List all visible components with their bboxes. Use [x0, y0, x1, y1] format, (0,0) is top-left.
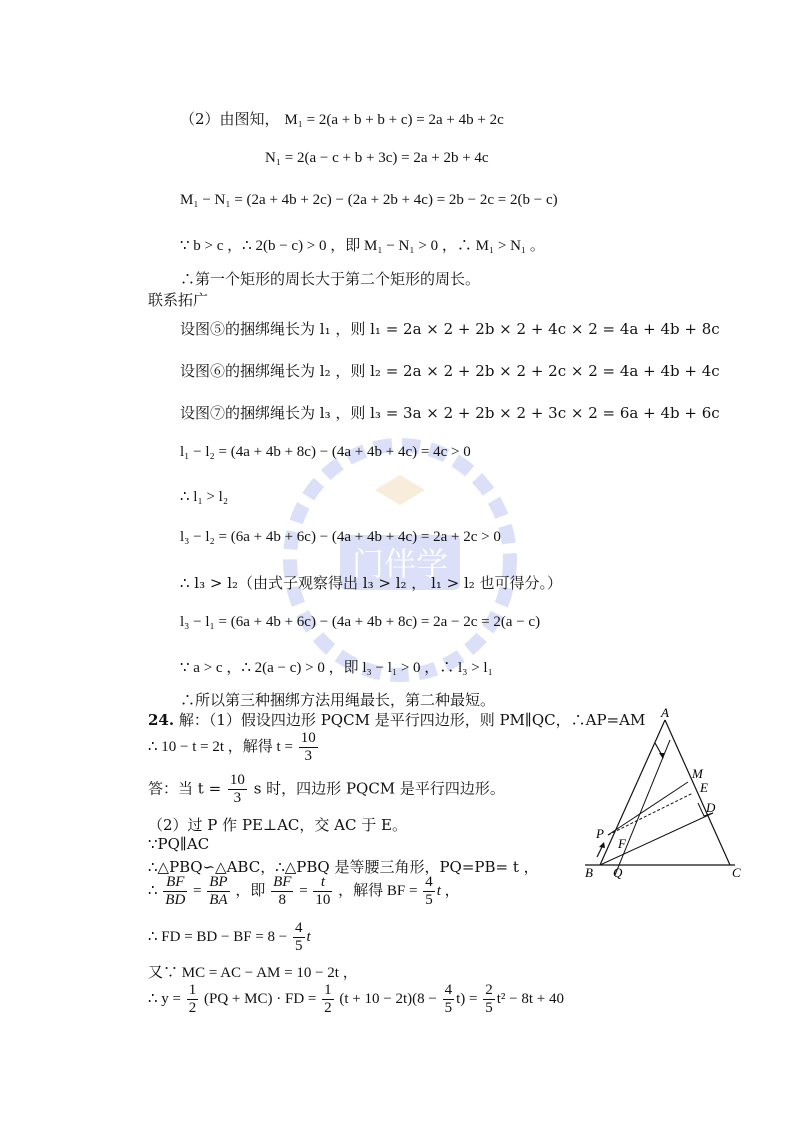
label-m: M — [692, 766, 703, 781]
label-c: C — [732, 865, 741, 880]
part2-since: ∵ b > c ，∴ 2(b − c) > 0 ，即 M₁ − N₁ > 0 ，∴ M₁ > N₁ 。 — [180, 238, 545, 254]
extension-l3: 设图⑦的捆绑绳长为 l₃ ，则 l₃ = 3a × 2 + 2b × 2 + 3c × 2 = 6a + 4b + 6c — [180, 404, 720, 422]
side-ab — [600, 720, 665, 865]
four-fifths: $\frac{4}{5}$ — [425, 874, 433, 908]
half-2: $\frac{1}{2}$ — [324, 982, 332, 1016]
extension-d31: l₃ − l₁ = (6a + 4b + 6c) − (4a + 4b + 8c) = 2a − 2c = 2(a − c) — [180, 614, 541, 630]
q24-fd: ∴ FD = BD − BF = 8 − $\frac{4}{5}$ t — [148, 920, 311, 954]
y-four-fifths: $\frac{4}{5}$ — [444, 982, 453, 1016]
line-pe — [608, 793, 693, 835]
extension-l1: 设图⑤的捆绑绳长为 l₁ ，则 l₁ = 2a × 2 + 2b × 2 + 4c × 2 = 4a + 4b + 8c — [180, 320, 720, 338]
answer-post: s 时，四边形 PQCM 是平行四边形。 — [253, 779, 505, 798]
arrow-bp-head — [599, 842, 605, 848]
q24-p2: （2）过 P 作 PE⊥AC，交 AC 于 E。 — [148, 816, 407, 834]
label-a: A — [661, 705, 669, 720]
line-pm — [608, 782, 688, 835]
extension-c32: ∴ l₃ > l₂（由式子观察得出 l₃ > l₂ ， l₁ > l₂ 也可得分。） — [180, 574, 563, 592]
arrow-am-head — [659, 753, 665, 759]
label-e: E — [700, 780, 708, 795]
bf-8-fraction: $\frac{BF}{8}$ — [273, 874, 292, 908]
q24-answer — [148, 772, 505, 807]
watermark-text: 门伴学 — [351, 545, 449, 583]
q24-part1 — [148, 709, 645, 730]
line-bd — [600, 813, 713, 865]
extension-c31: ∵ a > c ，∴ 2(a − c) > 0 ，即 l₃ − l₁ > 0 ，∴ l₃ > l₁ — [180, 660, 493, 676]
q24-mc: 又∵ MC = AC − AM = 10 − 2t ， — [148, 965, 358, 981]
part2-intro: （2）由图知， — [180, 110, 280, 128]
q24-solve-text: ∴ 10 − t = 2t ，解得 t = — [148, 738, 293, 755]
label-b: B — [585, 865, 593, 880]
extension-c12: ∴ l₁ > l₂ — [180, 489, 229, 505]
fd-fraction: $\frac{4}{5}$ — [295, 920, 303, 954]
bf-bd-fraction: $\frac{BF}{BD}$ — [165, 874, 186, 908]
part2-m1: M₁ = 2(a + b + b + c) = 2a + 4b + 2c — [284, 112, 504, 128]
label-q: Q — [613, 865, 623, 880]
q24-parallel: ∵PQ∥AC — [148, 835, 210, 853]
side-ac — [665, 720, 730, 865]
two-fifths: $\frac{2}{5}$ — [485, 982, 493, 1016]
answer-fraction: $\frac{10}{3}$ — [229, 772, 245, 806]
q24-number: 24. — [148, 711, 175, 729]
watermark-logo — [270, 430, 530, 690]
triangle-figure — [575, 705, 775, 890]
label-f: F — [618, 836, 626, 851]
q24-similar: ∴△PBQ∽△ABC，∴△PBQ 是等腰三角形，PQ=PB= t ， — [148, 858, 539, 876]
q24-solve — [148, 730, 320, 765]
extension-l2: 设图⑥的捆绑绳长为 l₂ ，则 l₂ = 2a × 2 + 2b × 2 + 2c × 2 = 4a + 4b + 4c — [180, 362, 720, 380]
label-d: D — [706, 800, 716, 815]
extension-heading: 联系拓广 — [148, 291, 209, 309]
q24-y: ∴ y = $\frac{1}{2}$ (PQ + MC) · FD = $\frac{1}{2}$ (t + 10 − 2t)(8 − $\frac{4}{5}$ t) = $\frac{2}{5}$ t² − 8t + 40 — [148, 982, 564, 1016]
part2-conclusion: ∴第一个矩形的周长大于第二个矩形的周长。 — [180, 270, 481, 288]
bp-ba-fraction: $\frac{BP}{BA}$ — [209, 874, 228, 908]
extension-final: ∴所以第三种捆绑方法用绳最长，第二种最短。 — [180, 691, 496, 709]
extension-d12: l₁ − l₂ = (4a + 4b + 8c) − (4a + 4b + 4c) = 4c > 0 — [180, 444, 471, 460]
q24-p1: 解：（1）假设四边形 PQCM 是平行四边形，则 PM∥QC，∴AP=AM — [178, 711, 646, 729]
t-10-fraction: $\frac{t}{10}$ — [315, 874, 331, 908]
answer-pre: 答：当 t = — [148, 779, 222, 798]
t-fraction: $\frac{10}{3}$ — [300, 730, 316, 764]
q24-ratio: ∴ $\frac{BF}{BD}$ = $\frac{BP}{BA}$ ，即 $\frac{BF}{8}$ = $\frac{t}{10}$ ，解得 BF = $\frac{4}{5}$ t ， — [148, 874, 460, 908]
part2-diff: M₁ − N₁ = (2a + 4b + 2c) − (2a + 2b + 4c) = 2b − 2c = 2(b − c) — [180, 192, 558, 208]
part2-m1-line — [180, 108, 504, 129]
part2-n1: N₁ = 2(a − c + b + 3c) = 2a + 2b + 4c — [265, 150, 489, 166]
label-p: P — [596, 826, 604, 841]
half-1: $\frac{1}{2}$ — [188, 982, 197, 1016]
extension-d32: l₃ − l₂ = (6a + 4b + 6c) − (4a + 4b + 4c) = 2a + 2c > 0 — [180, 529, 501, 545]
